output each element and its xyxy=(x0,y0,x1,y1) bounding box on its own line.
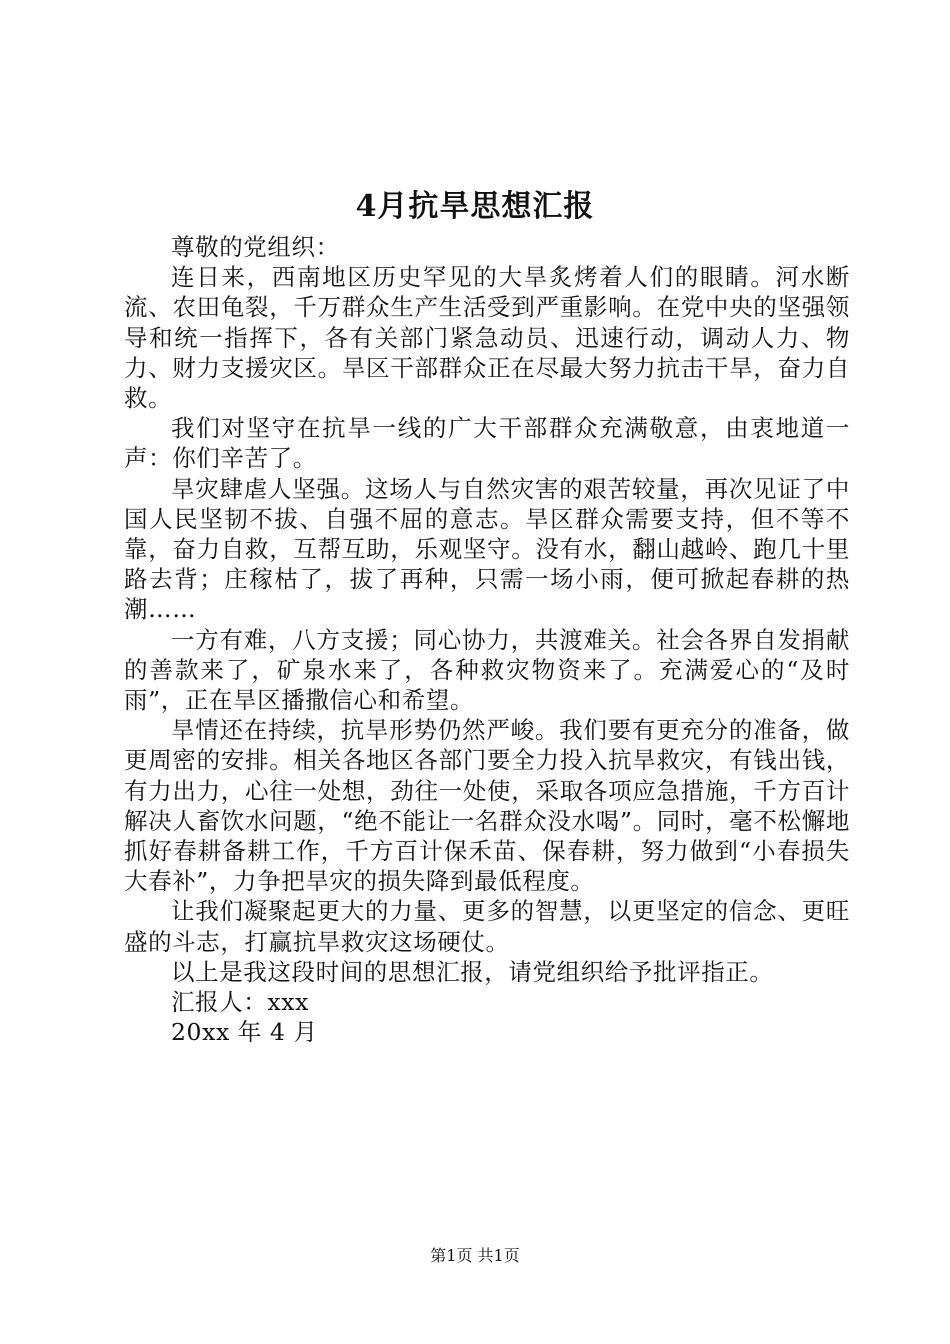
salutation: 尊敬的党组织： xyxy=(171,233,340,261)
date-line: 20xx 年 4 月 xyxy=(171,1018,318,1047)
paragraph: 旱情还在持续，抗旱形势仍然严峻。我们要有更充分的准备，做更周密的安排。相关各地区各部门要全力投入抗旱救灾，有钱出钱，有力出力，心往一处想，劲往一处使，采取各项应急措施，千方百计解决人畜饮水问题，“绝不能让一名群众没水喝”。同时，毫不松懈地抓好春耕备耕工作，千方百计保禾苗、保春耕，努力做到“小春损失大春补”，力争把旱灾的损失降到最低程度。 xyxy=(124,716,850,896)
reporter-line: 汇报人：xxx xyxy=(171,988,309,1017)
document-title: 4月抗旱思想汇报 xyxy=(355,189,595,224)
paragraph: 一方有难，八方支援；同心协力，共渡难关。社会各界自发捐献的善款来了，矿泉水来了，各种救灾物资来了。充满爱心的“及时雨”，正在旱区播撒信心和希望。 xyxy=(124,625,850,715)
paragraph: 让我们凝聚起更大的力量、更多的智慧，以更坚定的信念、更旺盛的斗志，打赢抗旱救灾这场硬仗。 xyxy=(124,897,850,956)
document-body xyxy=(124,232,850,1047)
page-footer: 第1页 共1页 xyxy=(430,1246,520,1265)
paragraph: 我们对坚守在抗旱一线的广大干部群众充满敬意，由衷地道一声：你们辛苦了。 xyxy=(124,414,850,473)
paragraph: 旱灾肆虐人坚强。这场人与自然灾害的艰苦较量，再次见证了中国人民坚韧不拔、自强不屈的意志。旱区群众需要支持，但不等不靠，奋力自救，互帮互助，乐观坚守。没有水，翻山越岭、跑几十里路去背；庄稼枯了，拔了再种，只需一场小雨，便可掀起春耕的热潮…… xyxy=(124,474,850,624)
paragraph: 连日来，西南地区历史罕见的大旱炙烤着人们的眼睛。河水断流、农田龟裂，千万群众生产生活受到严重影响。在党中央的坚强领导和统一指挥下，各有关部门紧急动员、迅速行动，调动人力、物力、财力支援灾区。旱区干部群众正在尽最大努力抗击干旱，奋力自救。 xyxy=(124,263,850,413)
closing-paragraph: 以上是我这段时间的思想汇报，请党组织给予批评指正。 xyxy=(171,957,774,986)
